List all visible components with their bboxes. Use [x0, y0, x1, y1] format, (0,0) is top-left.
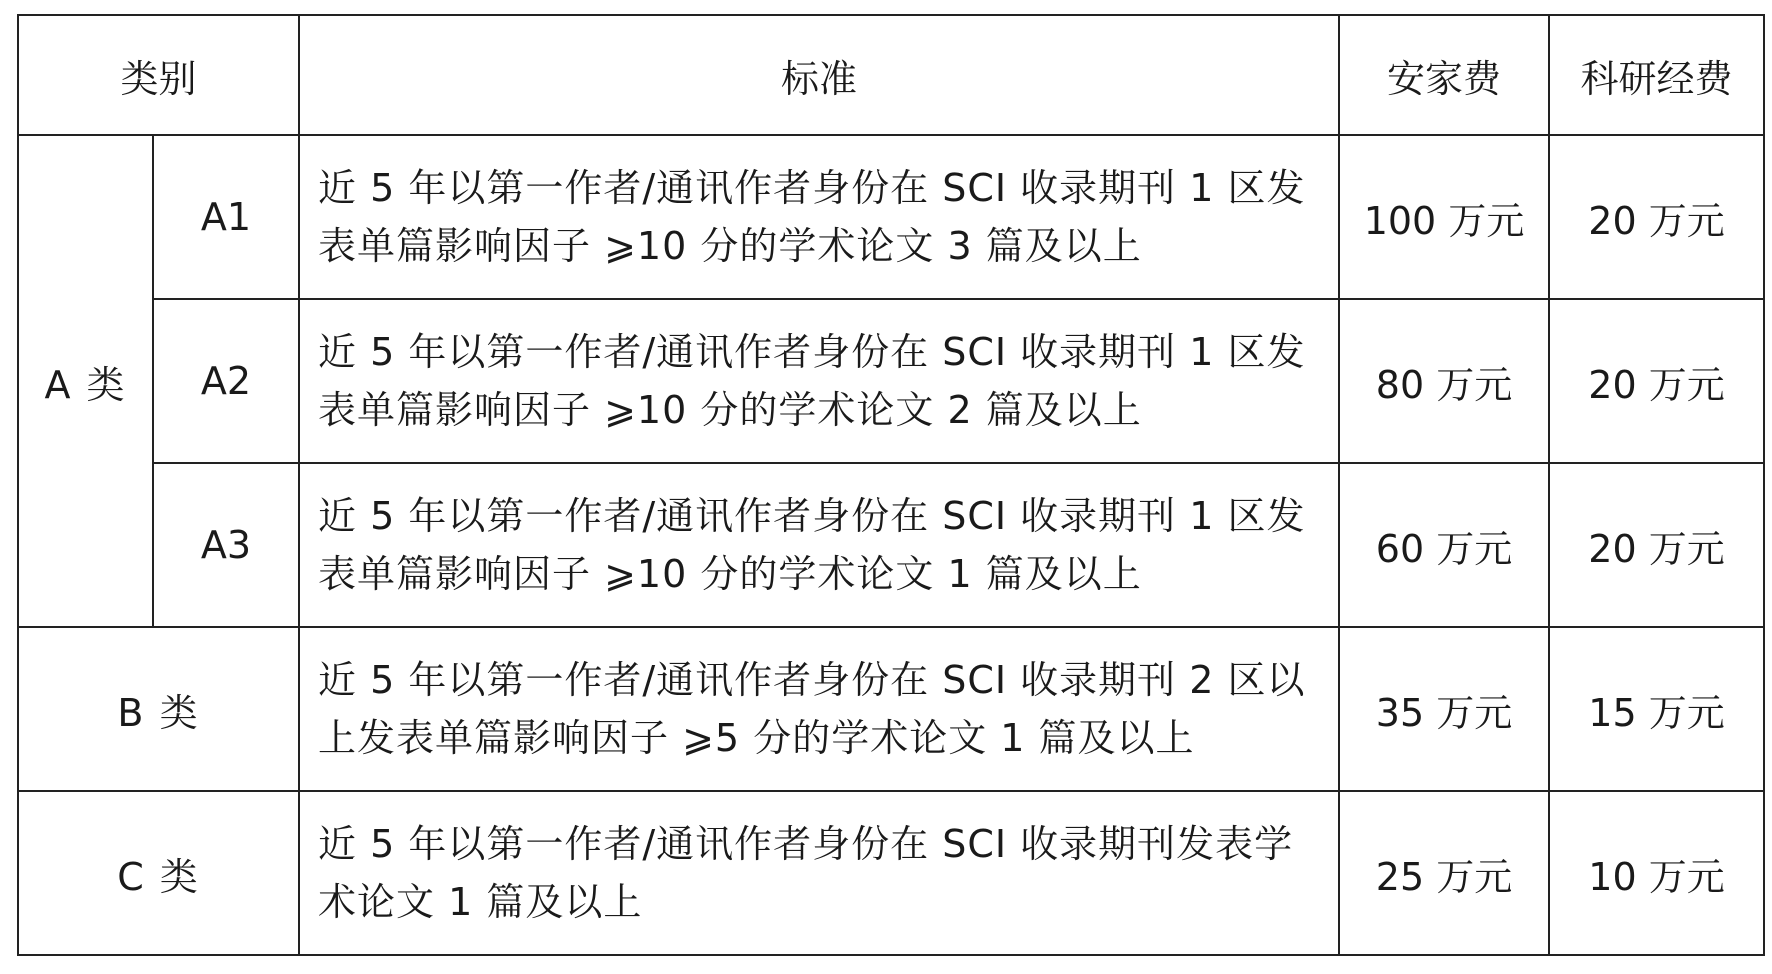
research-fund-a3: 20 万元: [1549, 463, 1764, 627]
category-c-label: C 类: [18, 791, 299, 955]
standard-c: 近 5 年以第一作者/通讯作者身份在 SCI 收录期刊发表学术论文 1 篇及以上: [299, 791, 1339, 955]
header-research-fund: 科研经费: [1549, 15, 1764, 135]
settling-fee-b: 35 万元: [1339, 627, 1549, 791]
table-row-a2: [18, 299, 1764, 463]
talent-funding-table: [17, 14, 1765, 956]
table-row-a1: [18, 135, 1764, 299]
standard-b: 近 5 年以第一作者/通讯作者身份在 SCI 收录期刊 2 区以上发表单篇影响因子 ⩾5 分的学术论文 1 篇及以上: [299, 627, 1339, 791]
subcategory-a1: A1: [153, 135, 299, 299]
settling-fee-a1: 100 万元: [1339, 135, 1549, 299]
header-settling-fee: 安家费: [1339, 15, 1549, 135]
header-row: [18, 15, 1764, 135]
standard-a1: 近 5 年以第一作者/通讯作者身份在 SCI 收录期刊 1 区发表单篇影响因子 ⩾10 分的学术论文 3 篇及以上: [299, 135, 1339, 299]
standard-a3: 近 5 年以第一作者/通讯作者身份在 SCI 收录期刊 1 区发表单篇影响因子 ⩾10 分的学术论文 1 篇及以上: [299, 463, 1339, 627]
header-category: 类别: [18, 15, 299, 135]
subcategory-a3: A3: [153, 463, 299, 627]
table-row-a3: [18, 463, 1764, 627]
category-a-label: A 类: [18, 135, 153, 627]
research-fund-b: 15 万元: [1549, 627, 1764, 791]
standard-a2: 近 5 年以第一作者/通讯作者身份在 SCI 收录期刊 1 区发表单篇影响因子 ⩾10 分的学术论文 2 篇及以上: [299, 299, 1339, 463]
research-fund-c: 10 万元: [1549, 791, 1764, 955]
category-b-label: B 类: [18, 627, 299, 791]
settling-fee-a3: 60 万元: [1339, 463, 1549, 627]
settling-fee-a2: 80 万元: [1339, 299, 1549, 463]
subcategory-a2: A2: [153, 299, 299, 463]
table-row-c: [18, 791, 1764, 955]
table-row-b: [18, 627, 1764, 791]
talent-funding-table-container: [17, 14, 1763, 956]
research-fund-a1: 20 万元: [1549, 135, 1764, 299]
header-standard: 标准: [299, 15, 1339, 135]
research-fund-a2: 20 万元: [1549, 299, 1764, 463]
settling-fee-c: 25 万元: [1339, 791, 1549, 955]
